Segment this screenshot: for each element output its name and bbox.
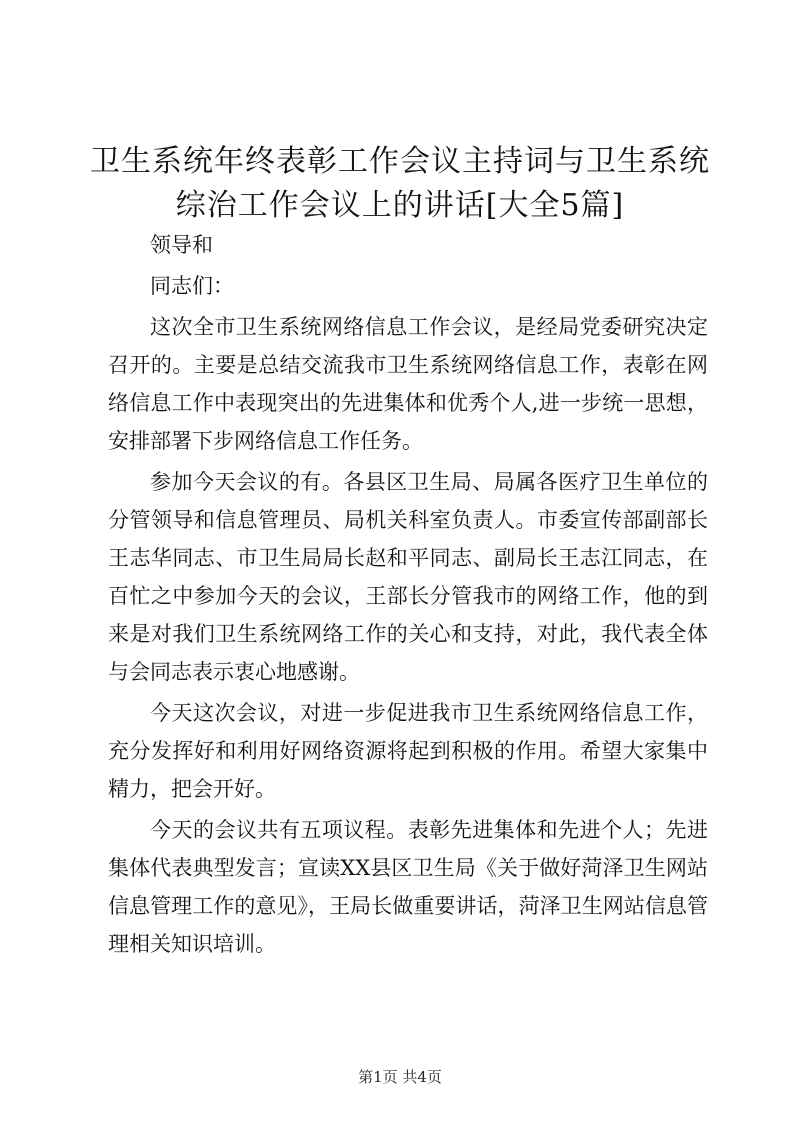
paragraph: 今天的会议共有五项议程。表彰先进集体和先进个人；先进集体代表典型发言；宣读XX县区卫生局《关于做好菏泽卫生网站信息管理工作的意见》，王局长做重要讲话，菏泽卫生网站信息管理相关知识培训。 [108, 818, 708, 956]
paragraph: 今天这次会议，对进一步促进我市卫生系统网络信息工作，充分发挥好和利用好网络资源将起到积极的作用。希望大家集中精力，把会开好。 [108, 701, 708, 801]
salutation-line-2: 同志们： [150, 274, 234, 298]
page-footer: 第1页 共4页 [358, 1068, 442, 1086]
document-title: 卫生系统年终表彰工作会议主持词与卫生系统综治工作会议上的讲话[大全5篇] [90, 144, 710, 223]
paragraph: 参加今天会议的有。各县区卫生局、局属各医疗卫生单位的分管领导和信息管理员、局机关科室负责人。市委宣传部副部长王志华同志、市卫生局局长赵和平同志、副局长王志江同志，在百忙之中参加今天的会议，王部长分管我市的网络工作，他的到来是对我们卫生系统网络工作的关心和支持，对此，我代表全体与会同志表示衷心地感谢。 [108, 470, 708, 684]
document-body [108, 226, 708, 966]
salutation-line-1: 领导和 [150, 233, 213, 257]
paragraph: 这次全市卫生系统网络信息工作会议，是经局党委研究决定召开的。主要是总结交流我市卫生系统网络信息工作，表彰在网络信息工作中表现突出的先进集体和优秀个人,进一步统一思想，安排部署下步网络信息工作任务。 [108, 315, 708, 453]
